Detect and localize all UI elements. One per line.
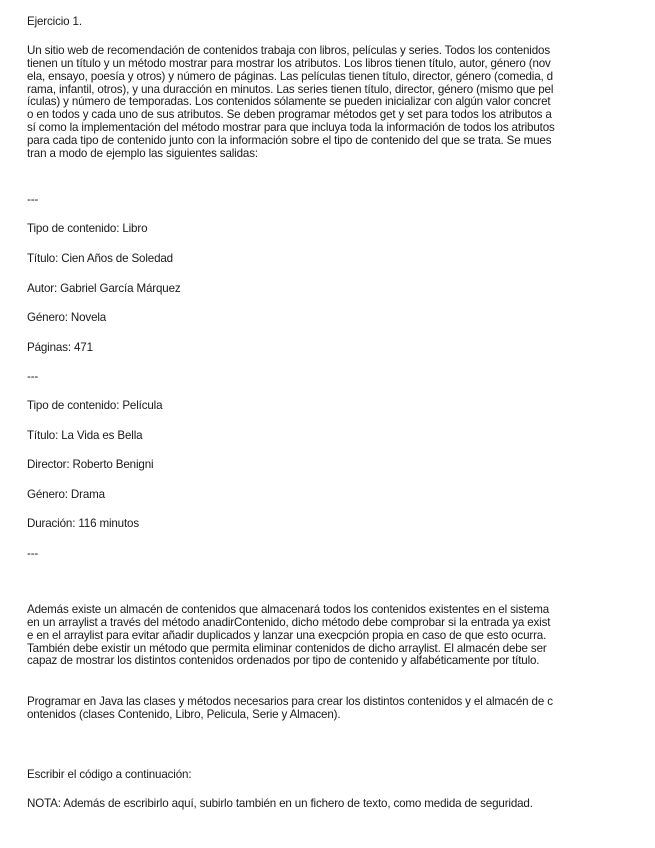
book-pages: Páginas: 471 bbox=[27, 341, 93, 354]
separator: --- bbox=[27, 370, 39, 383]
text-line: capaz de mostrar los distintos contenidos ordenados por tipo de contenido y alfabéticamente por título. bbox=[27, 654, 540, 668]
text-line: o en todos y cada uno de sus atributos. Se deben programar métodos get y set para todos los atributos a bbox=[27, 108, 552, 122]
text-line: rama, infantil, otros), y una duracción en minutos. Las series tienen título, director, género (mismo que pel bbox=[27, 82, 554, 96]
movie-type: Tipo de contenido: Película bbox=[27, 399, 163, 412]
text-line: tienen un título y un método mostrar para mostrar los atributos. Los libros tienen título, autor, género (nov bbox=[27, 56, 551, 70]
text-line: e en el arraylist para evitar añadir duplicados y lanzar una execpción propia en caso de que esto ocurra. bbox=[27, 628, 547, 642]
text-line: ontenidos (clases Contenido, Libro, Pelicula, Serie y Almacen). bbox=[27, 707, 341, 721]
book-type: Tipo de contenido: Libro bbox=[27, 222, 148, 235]
text-line: Programar en Java las clases y métodos necesarios para crear los distintos contenidos y el almacén de c bbox=[27, 695, 553, 708]
text-line: ículas) y número de temporadas. Los contenidos sólamente se pueden inicializar con algún valor concret bbox=[27, 95, 551, 109]
text-line: ela, ensayo, poesía y otros) y número de páginas. Las películas tienen título, director, género (comedia, d bbox=[27, 69, 553, 83]
note: NOTA: Además de escribirlo aquí, subirlo también en un fichero de texto, como medida de seguridad. bbox=[27, 797, 533, 810]
book-author: Autor: Gabriel García Márquez bbox=[27, 282, 181, 295]
separator: --- bbox=[27, 193, 39, 206]
text-line: Además existe un almacén de contenidos que almacenará todos los contenidos existentes en el sistema bbox=[27, 603, 550, 616]
movie-title: Título: La Vida es Bella bbox=[27, 429, 143, 442]
book-title: Título: Cien Años de Soledad bbox=[27, 252, 173, 265]
program-paragraph bbox=[27, 696, 631, 722]
store-paragraph bbox=[27, 604, 631, 668]
book-genre: Género: Novela bbox=[27, 311, 107, 324]
separator: --- bbox=[27, 547, 39, 560]
write-code-instruction: Escribir el código a continuación: bbox=[27, 768, 192, 781]
text-line: para cada tipo de contenido junto con la información sobre el tipo de contenido del que se trata. Se mues bbox=[27, 133, 552, 147]
movie-duration: Duración: 116 minutos bbox=[27, 517, 139, 530]
exercise-title: Ejercicio 1. bbox=[27, 15, 82, 28]
text-line: tran a modo de ejemplo las siguientes salidas: bbox=[27, 146, 258, 160]
text-line: Un sitio web de recomendación de contenidos trabaja con libros, películas y series. Todos los contenidos bbox=[27, 44, 550, 57]
text-line: en un arraylist a través del método anadirContenido, dicho método debe comprobar si la entrada ya exist bbox=[27, 615, 551, 629]
text-line: sí como la implementación del método mostrar para que incluya toda la información de todos los atributos bbox=[27, 121, 555, 135]
movie-director: Director: Roberto Benigni bbox=[27, 458, 154, 471]
intro-paragraph bbox=[27, 45, 631, 161]
movie-genre: Género: Drama bbox=[27, 488, 105, 501]
text-line: También debe existir un método que permita eliminar contenidos de dicho arraylist. El almacén debe ser bbox=[27, 641, 547, 655]
